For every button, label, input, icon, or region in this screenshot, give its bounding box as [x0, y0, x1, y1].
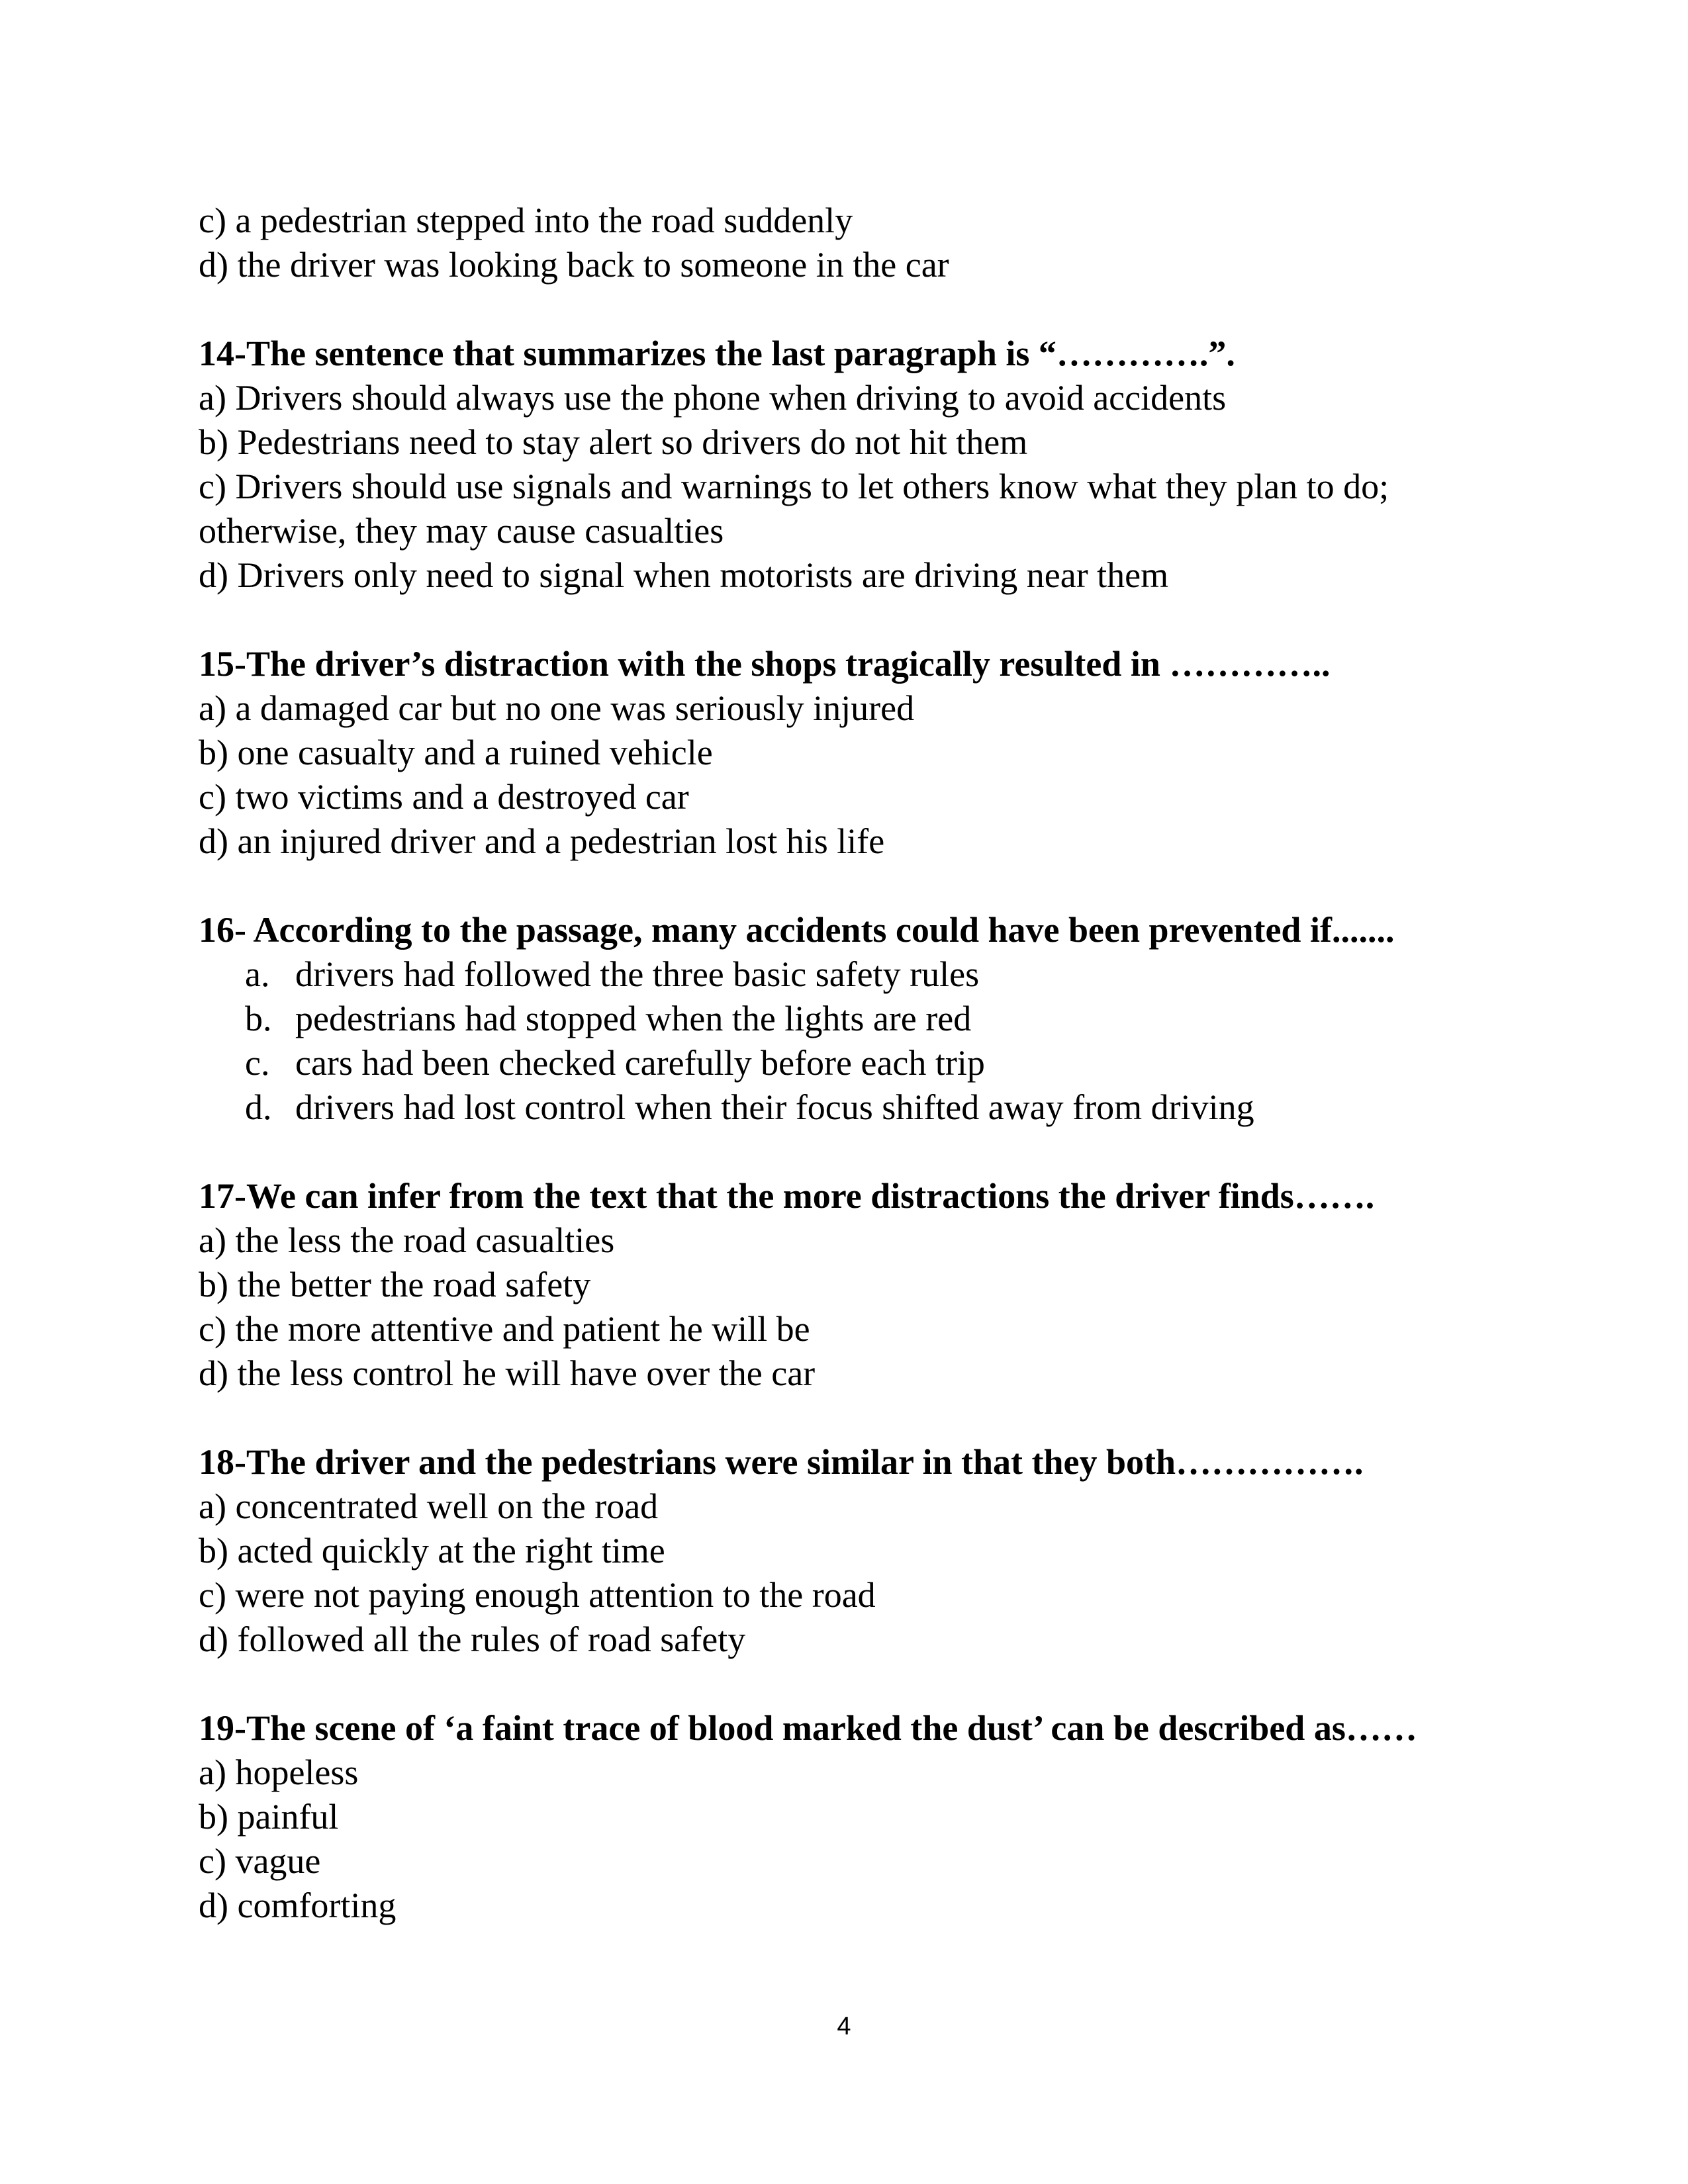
option-c: c) a pedestrian stepped into the road suddenly: [199, 201, 853, 240]
question-19: [199, 1706, 1496, 1928]
option-d: d) the less control he will have over the car: [199, 1353, 816, 1393]
option-letter: d.: [245, 1087, 272, 1127]
option-d: d) the driver was looking back to someone in the car: [199, 245, 949, 285]
option-b: b) Pedestrians need to stay alert so drivers do not hit them: [199, 422, 1028, 462]
option-a: a) Drivers should always use the phone when driving to avoid accidents: [199, 378, 1227, 418]
option-letter: b.: [245, 999, 272, 1038]
option-c: c) vague: [199, 1841, 321, 1881]
option-c: c) the more attentive and patient he will be: [199, 1309, 810, 1349]
option-d: d) an injured driver and a pedestrian lost his life: [199, 821, 885, 861]
option-c: c) Drivers should use signals and warnings to let others know what they plan to do; otherwise, they may cause casualties: [199, 467, 1389, 551]
option-d: d) Drivers only need to signal when motorists are driving near them: [199, 555, 1169, 595]
option-text: drivers had followed the three basic safety rules: [295, 954, 980, 994]
option-b: b) painful: [199, 1797, 339, 1837]
option-c: c) two victims and a destroyed car: [199, 777, 689, 817]
option-c: c) were not paying enough attention to the road: [199, 1575, 876, 1615]
option-b: b) acted quickly at the right time: [199, 1531, 665, 1570]
question-18: [199, 1440, 1496, 1662]
option-letter: a.: [245, 954, 270, 994]
option-text: drivers had lost control when their focus shifted away from driving: [295, 1087, 1254, 1127]
option-a: [199, 952, 1496, 997]
option-b: [199, 997, 1496, 1041]
question-14: [199, 332, 1496, 598]
option-text: pedestrians had stopped when the lights are red: [295, 999, 972, 1038]
option-a: a) hopeless: [199, 1752, 359, 1792]
question-title: 14-The sentence that summarizes the last paragraph is “………….”.: [199, 334, 1235, 373]
option-b: b) the better the road safety: [199, 1265, 591, 1304]
option-d: [199, 1085, 1496, 1130]
option-d: d) comforting: [199, 1886, 397, 1925]
page-number: 4: [837, 2013, 851, 2040]
question-title: 16- According to the passage, many accidents could have been prevented if.......: [199, 910, 1395, 950]
question-title: 19-The scene of ‘a faint trace of blood marked the dust’ can be described as……: [199, 1708, 1417, 1748]
question-16: [199, 908, 1496, 1130]
option-text: cars had been checked carefully before each trip: [295, 1043, 985, 1083]
option-a: a) a damaged car but no one was seriously injured: [199, 688, 915, 728]
document-page: [199, 199, 1496, 1928]
question-15: [199, 642, 1496, 864]
question-title: 15-The driver’s distraction with the shops tragically resulted in …………..: [199, 644, 1331, 684]
option-letter: c.: [245, 1043, 270, 1083]
option-b: b) one casualty and a ruined vehicle: [199, 733, 713, 772]
option-a: a) concentrated well on the road: [199, 1486, 659, 1526]
question-17: [199, 1174, 1496, 1396]
option-c: [199, 1041, 1496, 1085]
question-13-carryover: [199, 199, 1496, 287]
option-a: a) the less the road casualties: [199, 1220, 615, 1260]
question-title: 17-We can infer from the text that the more distractions the driver finds…….: [199, 1176, 1375, 1216]
question-title: 18-The driver and the pedestrians were similar in that they both…………….: [199, 1442, 1364, 1482]
option-d: d) followed all the rules of road safety: [199, 1619, 746, 1659]
